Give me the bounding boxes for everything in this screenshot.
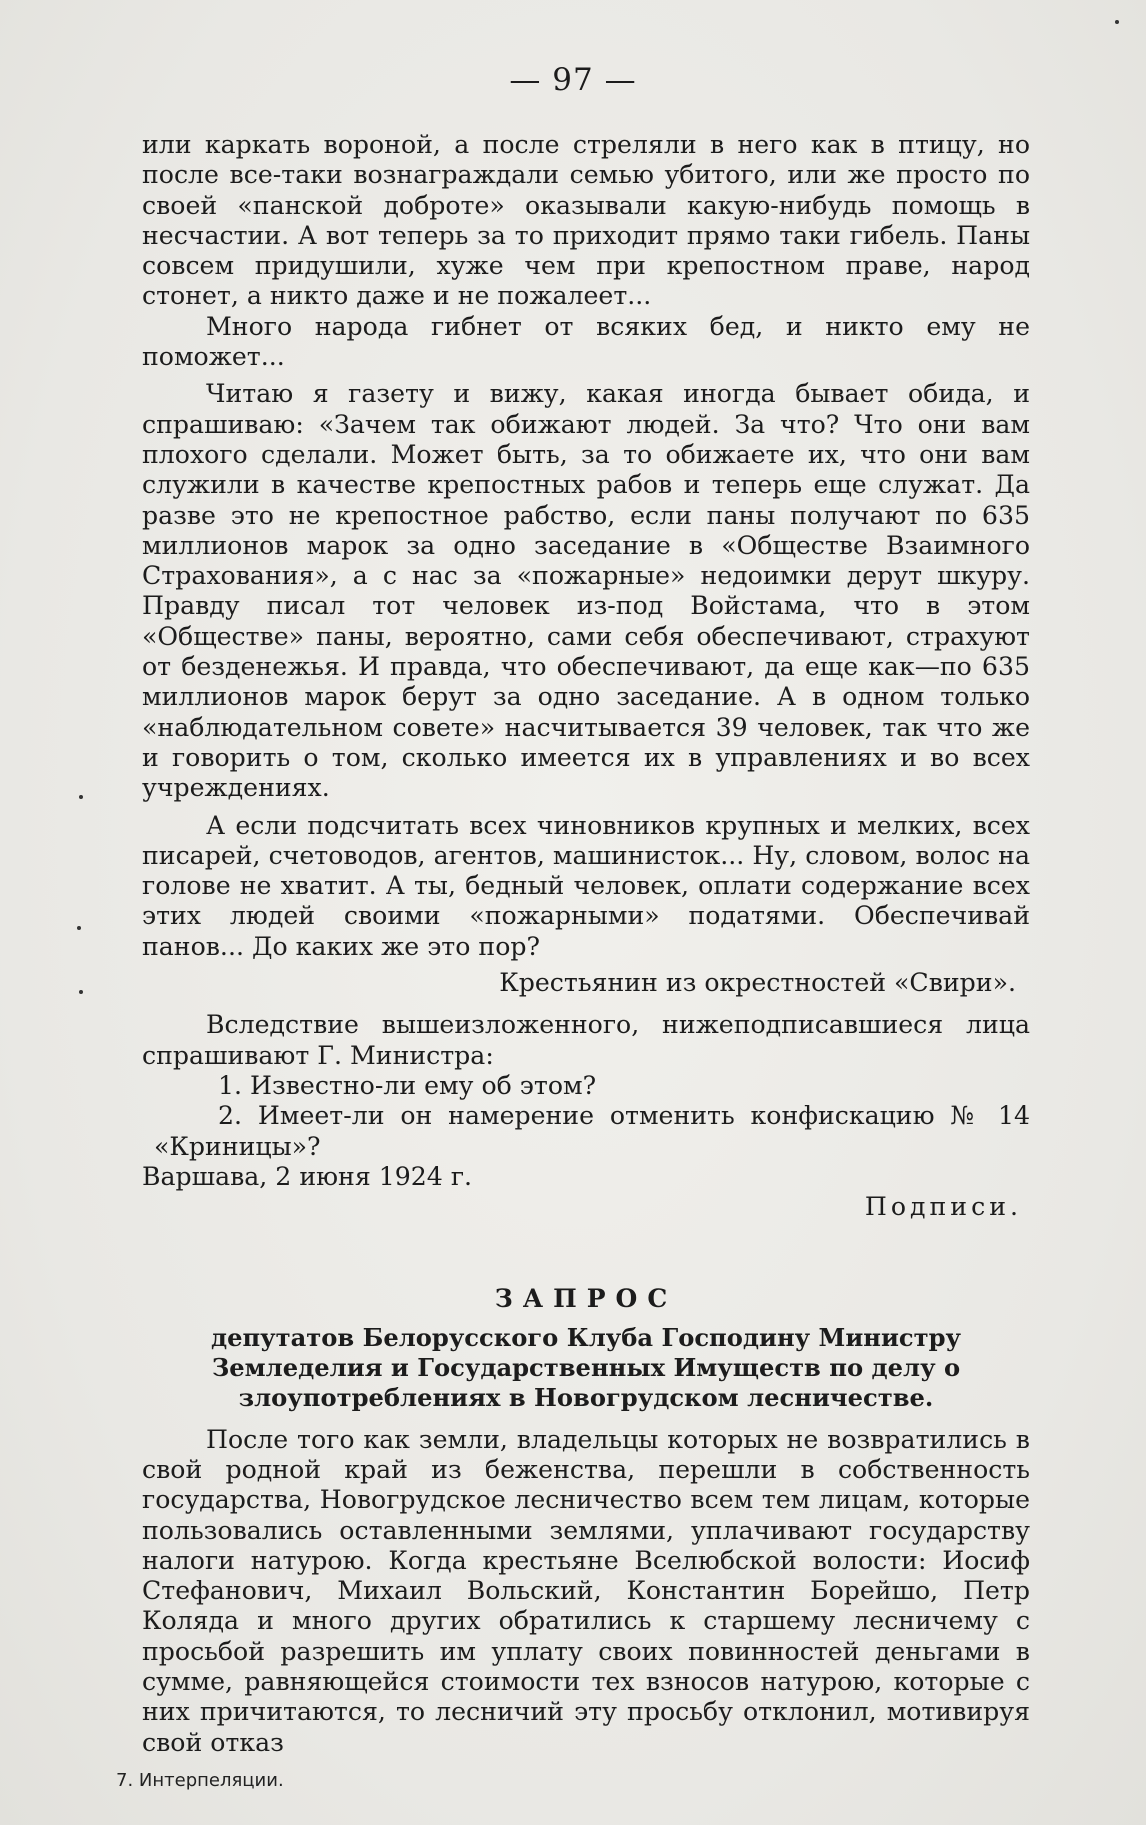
question-item: 2. Имеет-ли он намерение отменить конфискацию № 14 «Криницы»? — [154, 1101, 1030, 1161]
paragraph: Много народа гибнет от всяких бед, и никто ему не поможет... — [142, 311, 1030, 372]
section-title: ЗАПРОС — [494, 1284, 678, 1314]
section-body: После того как земли, владельцы которых не возвратились в свой родной край из беженства, перешли в собственность государства, Новогрудское лесничество всем тем лицам, которые пользовались оставленными землями, уплачивают государству налоги натурою. Когда крестьяне Вселюбской волости: Иосиф Стефанович, Михаил Вольский, Константин Борейшо, Петр Коляда и много других обратились к старшему лесничему с просьбой разрешить им уплату своих повинностей деньгами в сумме, равняющейся стоимости тех взносов натурою, которые с них причитаются, то лесничий эту просьбу отклонил, мотивируя свой отказ — [142, 1424, 1030, 1757]
paragraph: Читаю я газету и вижу, какая иногда бывает обида, и спрашиваю: «Зачем так обижают людей. За что? Что они вам плохого сделали. Может быть, за то обижаете их, что они вам служили в качестве крепостных рабов и теперь еще служат. Да разве это не крепостное рабство, если паны получают по 635 миллионов марок за одно заседание в «Обществе Взаимного Страхования», а с нас за «пожарные» недоимки дерут шкуру. Правду писал тот человек из-под Войстама, что в этом «Обществе» паны, вероятно, сами себя обеспечивают, страхуют от безденежья. И правда, что обеспечивают, да еще как—по 635 миллионов марок берут за одно заседание. А в одном только «наблюдательном совете» насчитывается 39 человек, так что же и говорить о том, сколько имеется их в управлениях и во всех учреждениях. — [142, 379, 1030, 803]
request-intro: Вследствие вышеизложенного, нижеподписавшиеся лица спрашивают Г. Министра: — [142, 1010, 1030, 1070]
footer-signature-mark: 7. Интерпеляции. — [116, 1770, 284, 1791]
paragraph-continuation: или каркать вороной, а после стреляли в него как в птицу, но после все-таки вознаграждали семью убитого, или же просто по своей «панской доброте» оказывали какую-нибудь помощь в несчастии. А вот теперь за то приходит прямо таки гибель. Паны совсем придушили, хуже чем при крепостном праве, народ стонет, а никто даже и не пожалеет... — [142, 130, 1030, 311]
author-signature: Крестьянин из окрестностей «Свири». — [499, 968, 1016, 998]
question-item: 1. Известно-ли ему об этом? — [218, 1070, 597, 1100]
margin-dot — [79, 990, 83, 994]
text-column — [142, 130, 1030, 1758]
place-date: Варшава, 2 июня 1924 г. — [142, 1161, 473, 1191]
paragraph: А если подсчитать всех чиновников крупных и мелких, всех писарей, счетоводов, агентов, машинисток... Ну, словом, волос на голове не хватит. А ты, бедный человек, оплати содержание всех этих людей своими «пожарными» податями. Обеспечивай панов... До каких же это пор? — [142, 810, 1030, 961]
margin-dot — [77, 926, 81, 930]
section-subtitle: депутатов Белорусского Клуба Господину Министру Земледелия и Государственных Имуществ по делу о злоупотреблениях в Новогрудском лесничестве. — [210, 1322, 962, 1412]
margin-dot — [1115, 20, 1119, 24]
signatures-label: Подписи. — [864, 1192, 1022, 1222]
page-number: — 97 — — [509, 62, 637, 98]
margin-dot — [79, 795, 83, 799]
